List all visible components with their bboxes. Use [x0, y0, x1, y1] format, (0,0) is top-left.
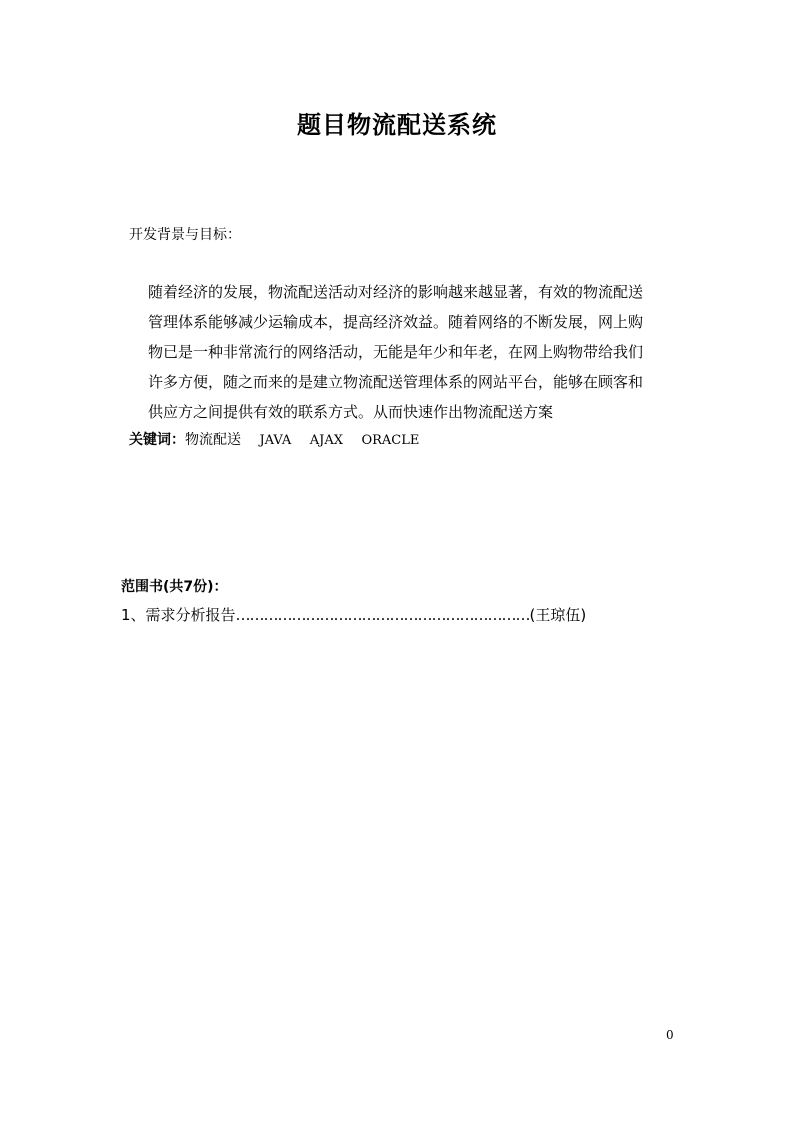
- keyword-zh: 物流配送: [185, 432, 241, 448]
- paragraph-line: 管理体系能够减少运输成本，提高经济效益。随着网络的不断发展，网上购: [148, 313, 644, 331]
- paragraph-line: 供应方之间提供有效的联系方式。从而快速作出物流配送方案: [148, 403, 554, 421]
- keyword-ajax: AJAX: [309, 433, 344, 448]
- keyword-java: JAVA: [259, 433, 292, 448]
- background-heading: 开发背景与目标：: [129, 227, 241, 243]
- scope-item-author: (王琼伍): [529, 606, 587, 624]
- scope-item-leader-dots: ………………………………………………………: [235, 606, 530, 624]
- scope-heading: 范围书(共7份)：: [121, 579, 228, 595]
- paragraph-line: 物已是一种非常流行的网络活动，无能是年少和年老，在网上购物带给我们: [148, 343, 644, 361]
- keywords-label: 关键词：: [129, 432, 185, 448]
- background-paragraph: [148, 277, 684, 427]
- page-number: 0: [666, 1028, 674, 1042]
- scope-list-item: [121, 604, 601, 625]
- scope-item-label: 1、需求分析报告: [121, 606, 236, 624]
- paragraph-line: 随着经济的发展，物流配送活动对经济的影响越来越显著，有效的物流配送: [148, 283, 644, 301]
- paragraph-line: 许多方便，随之而来的是建立物流配送管理体系的网站平台，能够在顾客和: [148, 373, 644, 391]
- keywords-line: [129, 429, 419, 449]
- keyword-oracle: ORACLE: [361, 433, 420, 448]
- document-title: 题目物流配送系统: [297, 111, 497, 139]
